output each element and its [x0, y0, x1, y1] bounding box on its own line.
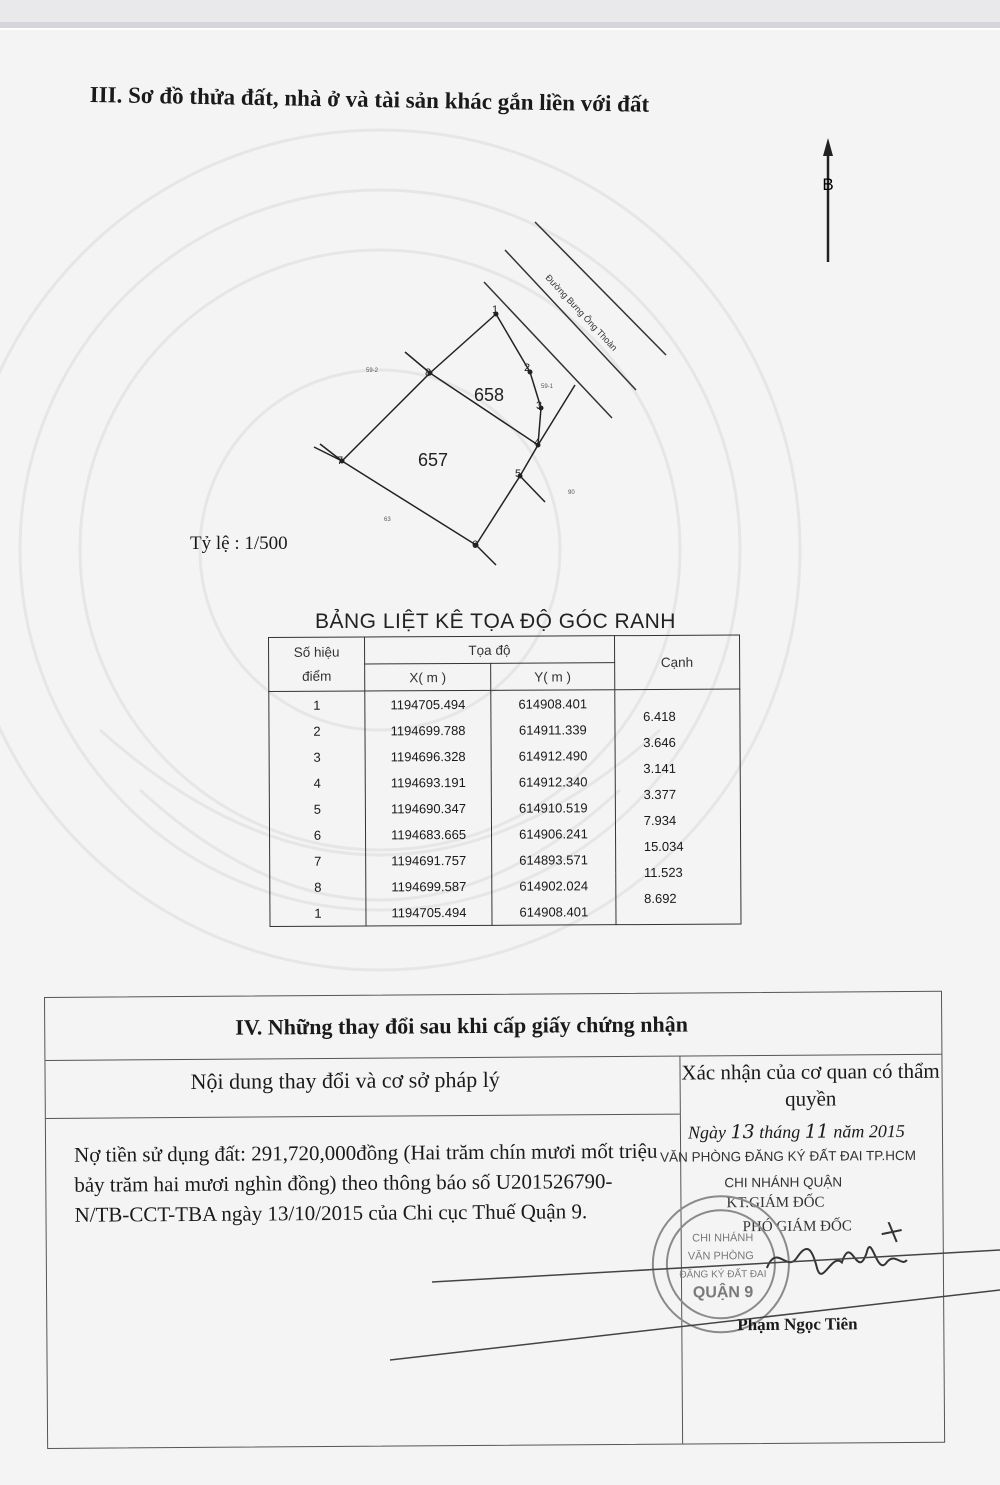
cell-x: 1194696.328	[365, 743, 491, 770]
cell-edge: 7.934	[615, 807, 740, 834]
cell-y: 614912.340	[491, 768, 615, 795]
cell-id: 6	[269, 821, 365, 848]
date-year: năm 2015	[833, 1120, 905, 1142]
stamp-line: CHI NHÁNH	[692, 1232, 754, 1245]
neighbor-label: 59-2	[366, 368, 379, 374]
cell-x: 1194691.757	[366, 847, 492, 874]
cell-x: 1194699.587	[366, 873, 492, 900]
stamp-line: QUẬN 9	[692, 1284, 754, 1302]
north-label: B	[822, 175, 834, 194]
scale-label: Tỷ lệ : 1/500	[190, 533, 288, 554]
cell-x: 1194705.494	[365, 690, 491, 717]
header-point-line1: Số hiệu	[293, 644, 340, 660]
cell-edge: 3.377	[615, 781, 740, 808]
date-month: 11	[804, 1120, 829, 1143]
neighbor-label: 90	[568, 490, 575, 496]
cell-edge: 8.692	[616, 885, 741, 912]
date-thang: tháng	[759, 1121, 801, 1143]
neighbor-label: 59-1	[541, 384, 554, 390]
header-y: Y( m )	[491, 663, 615, 691]
header-content: Nội dung thay đổi và cơ sở pháp lý	[190, 1066, 500, 1094]
cell-x: 1194705.494	[366, 899, 492, 926]
point-label: 3	[536, 400, 543, 412]
neighbor-label: 63	[384, 517, 391, 523]
point-label: 5	[515, 468, 522, 480]
cell-id: 5	[269, 795, 365, 822]
cell-y: 614911.339	[491, 716, 615, 743]
cell-id: 1	[269, 691, 365, 718]
point-label: 7	[337, 455, 344, 467]
parcel-number: 658	[474, 385, 505, 405]
header-x: X( m )	[365, 663, 491, 691]
cell-y: 614910.519	[491, 794, 615, 821]
cell-y: 614908.401	[492, 898, 616, 925]
kt-director: KT.GIÁM ĐỐC	[726, 1194, 825, 1212]
cell-y: 614893.571	[492, 846, 616, 873]
header-coords: Tọa độ	[364, 636, 614, 664]
cell-id: 2	[269, 717, 365, 744]
cell-y: 614908.401	[491, 690, 615, 717]
cell-y: 614906.241	[492, 820, 616, 847]
section3-title: III. Sơ đồ thửa đất, nhà ở và tài sản khác gắn liền với đất	[89, 82, 650, 117]
section4-title: IV. Những thay đổi sau khi cấp giấy chứng nhận	[235, 1011, 689, 1040]
point-label: 4	[534, 437, 541, 449]
cell-id: 1	[270, 899, 366, 926]
cell-id: 3	[269, 743, 365, 770]
point-label: 8	[425, 367, 432, 379]
date-ngay: Ngày	[687, 1122, 727, 1143]
coord-table-title: BẢNG LIỆT KÊ TỌA ĐỘ GÓC RANH	[315, 610, 676, 633]
stamp-line: ĐĂNG KÝ ĐẤT ĐAI	[679, 1268, 767, 1281]
cell-id: 4	[269, 769, 365, 796]
cell-edge: 3.141	[615, 755, 740, 782]
parcel-number: 657	[418, 450, 449, 470]
cell-x: 1194683.665	[365, 821, 491, 848]
cell-id: 7	[270, 847, 366, 874]
cell-edge: 15.034	[615, 833, 740, 860]
cell-edge: 6.418	[615, 702, 740, 729]
point-label: 1	[492, 304, 499, 316]
office-name: VĂN PHÒNG ĐĂNG KÝ ĐẤT ĐAI TP.HCM	[660, 1147, 916, 1165]
deputy-director: PHÓ GIÁM ĐỐC	[742, 1218, 852, 1236]
branch-name: CHI NHÁNH QUẬN	[724, 1174, 843, 1191]
cell-y: 614902.024	[492, 872, 616, 899]
cell-edge: 3.646	[615, 729, 740, 756]
cell-x: 1194699.788	[365, 717, 491, 744]
cell-y: 614912.490	[491, 742, 615, 769]
date-day: 13	[730, 1121, 755, 1144]
header-confirmation: Xác nhận của cơ quan có thẩm quyền	[681, 1058, 940, 1111]
change-content: Nợ tiền sử dụng đất: 291,720,000đồng (Hai trăm chín mươi mốt triệu bảy trăm hai mươi nghìn đồng) theo thông báo số U201526790-N/TB-CCT-TBA ngày 13/10/2015 của Chi cục Thuế Quận 9.	[74, 1138, 658, 1227]
signer-name: Phạm Ngọc Tiên	[737, 1314, 858, 1335]
cell-x: 1194693.191	[365, 769, 491, 796]
road-label: Đường Bưng Ông Thoàn	[543, 272, 620, 353]
point-label: 2	[524, 362, 531, 374]
cell-x: 1194690.347	[365, 795, 491, 822]
stamp-line: VĂN PHÒNG	[687, 1250, 754, 1263]
header-point-line2: điểm	[302, 668, 332, 684]
header-edge: Cạnh	[614, 635, 740, 690]
cell-id: 8	[270, 873, 366, 900]
cell-edge: 11.523	[615, 859, 740, 886]
point-label: 6	[472, 539, 479, 551]
